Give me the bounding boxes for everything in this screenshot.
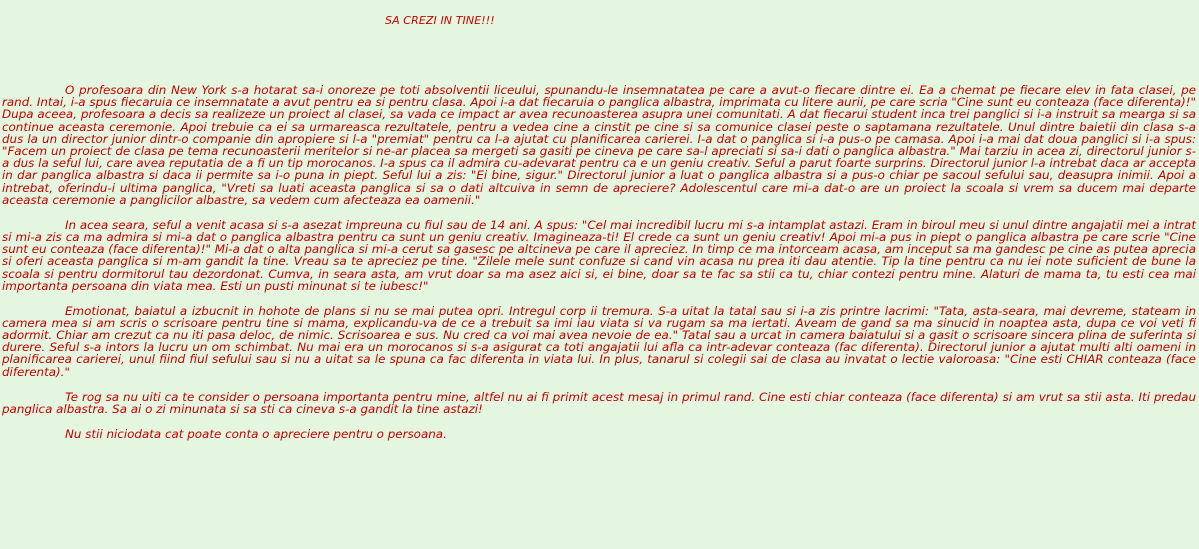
story-paragraph-2: In acea seara, seful a venit acasa si s-a asezat impreuna cu fiul sau de 14 ani. A spus: "Cel mai incredibil lucru mi s-a intamplat astazi. Eram in biroul meu si unul dintre angajatii mei a intrat si mi-a zis ca ma admira si mi-a dat o panglica albastra pentru ca sunt un geniu creativ. Imagineaza-ti! El crede ca sunt un geniu creativ! Apoi mi-a pus in piept o panglica albastra pe care scrie "Cine sunt eu conteaza (face diferenta)!" Mi-a dat o alta panglica si mi-a cerut sa gasesc pe altcineva pe care il apreciez. In timp ce ma intorceam acasa, am inceput sa ma gandesc pe cine as putea aprecia si oferi aceasta panglica si m-am gandit la tine. Vreau sa te apreciez pe tine. "Zilele mele sunt confuze si cand vin acasa nu prea iti dau atentie. Tip la tine pentru ca nu iei note suficient de bune la scoala si pentru dormitorul tau dezordonat. Cumva, in seara asta, am vrut doar sa ma asez aici si, ei bine, doar sa te fac sa stii ca tu, chiar contezi pentru mine. Alaturi de mama ta, tu esti cea mai importanta persoana din viata mea. Esti un pusti minunat si te iubesc!" <box>2 217 1196 293</box>
story-paragraph-3: Emotionat, baiatul a izbucnit in hohote de plans si nu se mai putea opri. Intregul corp ii tremura. S-a uitat la tatal sau si i-a zis printre lacrimi: "Tata, asta-seara, mai devreme, stateam in camera mea si am scris o scrisoare pentru tine si mama, explicandu-va de ce a trebuit sa imi iau viata si va rugam sa ma iertati. Aveam de gand sa ma sinucid in noaptea asta, dupa ce voi veti fi adormit. Chiar am crezut ca nu iti pasa deloc, de nimic. Scrisoarea e sus. Nu cred ca voi mai avea nevoie de ea." Tatal sau a urcat in camera baiatului si a gasit o scrisoare sincera plina de suferinta si durere. Seful s-a intors la lucru un om schimbat. Nu mai era un morocanos si s-a asigurat ca toti angajatii lui afla ca intr-adevar conteaza (fac diferenta). Directorul junior a ajutat multi alti oameni in planificarea carierei, unul fiind fiul sefului sau si nu a uitat sa le spuna ca fac diferenta in viata lui. In plus, tanarul si colegii sai de clasa au invatat o lectie valoroasa: "Cine esti CHIAR conteaza (face diferenta)." <box>2 303 1196 379</box>
story-paragraph-1: O profesoara din New York s-a hotarat sa-i onoreze pe toti absolventii liceului, spunandu-le insemnatatea pe care a avut-o fiecare dintre ei. Ea a chemat pe fiecare elev in fata clasei, pe rand. Intai, i-a spus fiecaruia ce insemnatate a avut pentru ea si pentru clasa. Apoi i-a dat fiecaruia o panglica albastra, imprimata cu litere aurii, pe care scria "Cine sunt eu conteaza (face diferenta)!" Dupa aceea, profesoara a decis sa realizeze un proiect al clasei, sa vada ce impact ar avea recunoasterea asupra unei comunitati. A dat fiecarui student inca trei panglici si i-a instruit sa mearga si sa continue aceasta ceremonie. Apoi trebuie ca ei sa urmareasca rezultatele, pentru a vedea cine a cinstit pe cine si sa comunice clasei peste o saptamana rezultatele. Unul dintre baietii din clasa s-a dus la un director junior dintr-o companie din apropiere si l-a "premiat" pentru ca l-a ajutat cu planificarea carierei. I-a dat o panglica si i-a pus-o pe camasa. Apoi i-a mai dat doua panglici si i-a spus: "Facem un proiect de clasa pe tema recunoasterii meritelor si ne-ar placea sa mergeti sa gasiti pe cineva pe care sa-l apreciati si sa-i dati o panglica albastra." Mai tarziu in acea zi, directorul junior s-a dus la seful lui, care avea reputatia de a fi un tip morocanos. I-a spus ca il admira cu-adevarat pentru ca e un geniu creativ. Seful a parut foarte surprins. Directorul junior l-a intrebat daca ar accepta in dar panglica albastra si daca ii permite sa i-o puna in piept. Seful lui a zis: "Ei bine, sigur." Directorul junior a luat o panglica albastra si a pus-o chiar pe sacoul sefului sau, deasupra inimii. Apoi a intrebat, oferindu-i ultima panglica, "Vreti sa luati aceasta panglica si sa o dati altcuiva in semn de apreciere? Adolescentul care mi-a dat-o are un proiect la scoala si vrem sa ducem mai departe aceasta ceremonie a panglicilor albastre, sa vedem cum afecteaza ea oamenii." <box>2 83 1196 207</box>
story-paragraph-4: Te rog sa nu uiti ca te consider o persoana importanta pentru mine, altfel nu ai fi primit acest mesaj in primul rand. Cine esti chiar conteaza (face diferenta) si am vrut sa stii asta. Iti predau panglica albastra. Sa ai o zi minunata si sa sti ca cineva s-a gandit la tine astazi! <box>2 389 1196 416</box>
story-body <box>2 84 1196 440</box>
story-paragraph-5: Nu stii niciodata cat poate conta o apreciere pentru o persoana. <box>65 426 447 441</box>
page-title: SA CREZI IN TINE!!! <box>385 14 495 27</box>
